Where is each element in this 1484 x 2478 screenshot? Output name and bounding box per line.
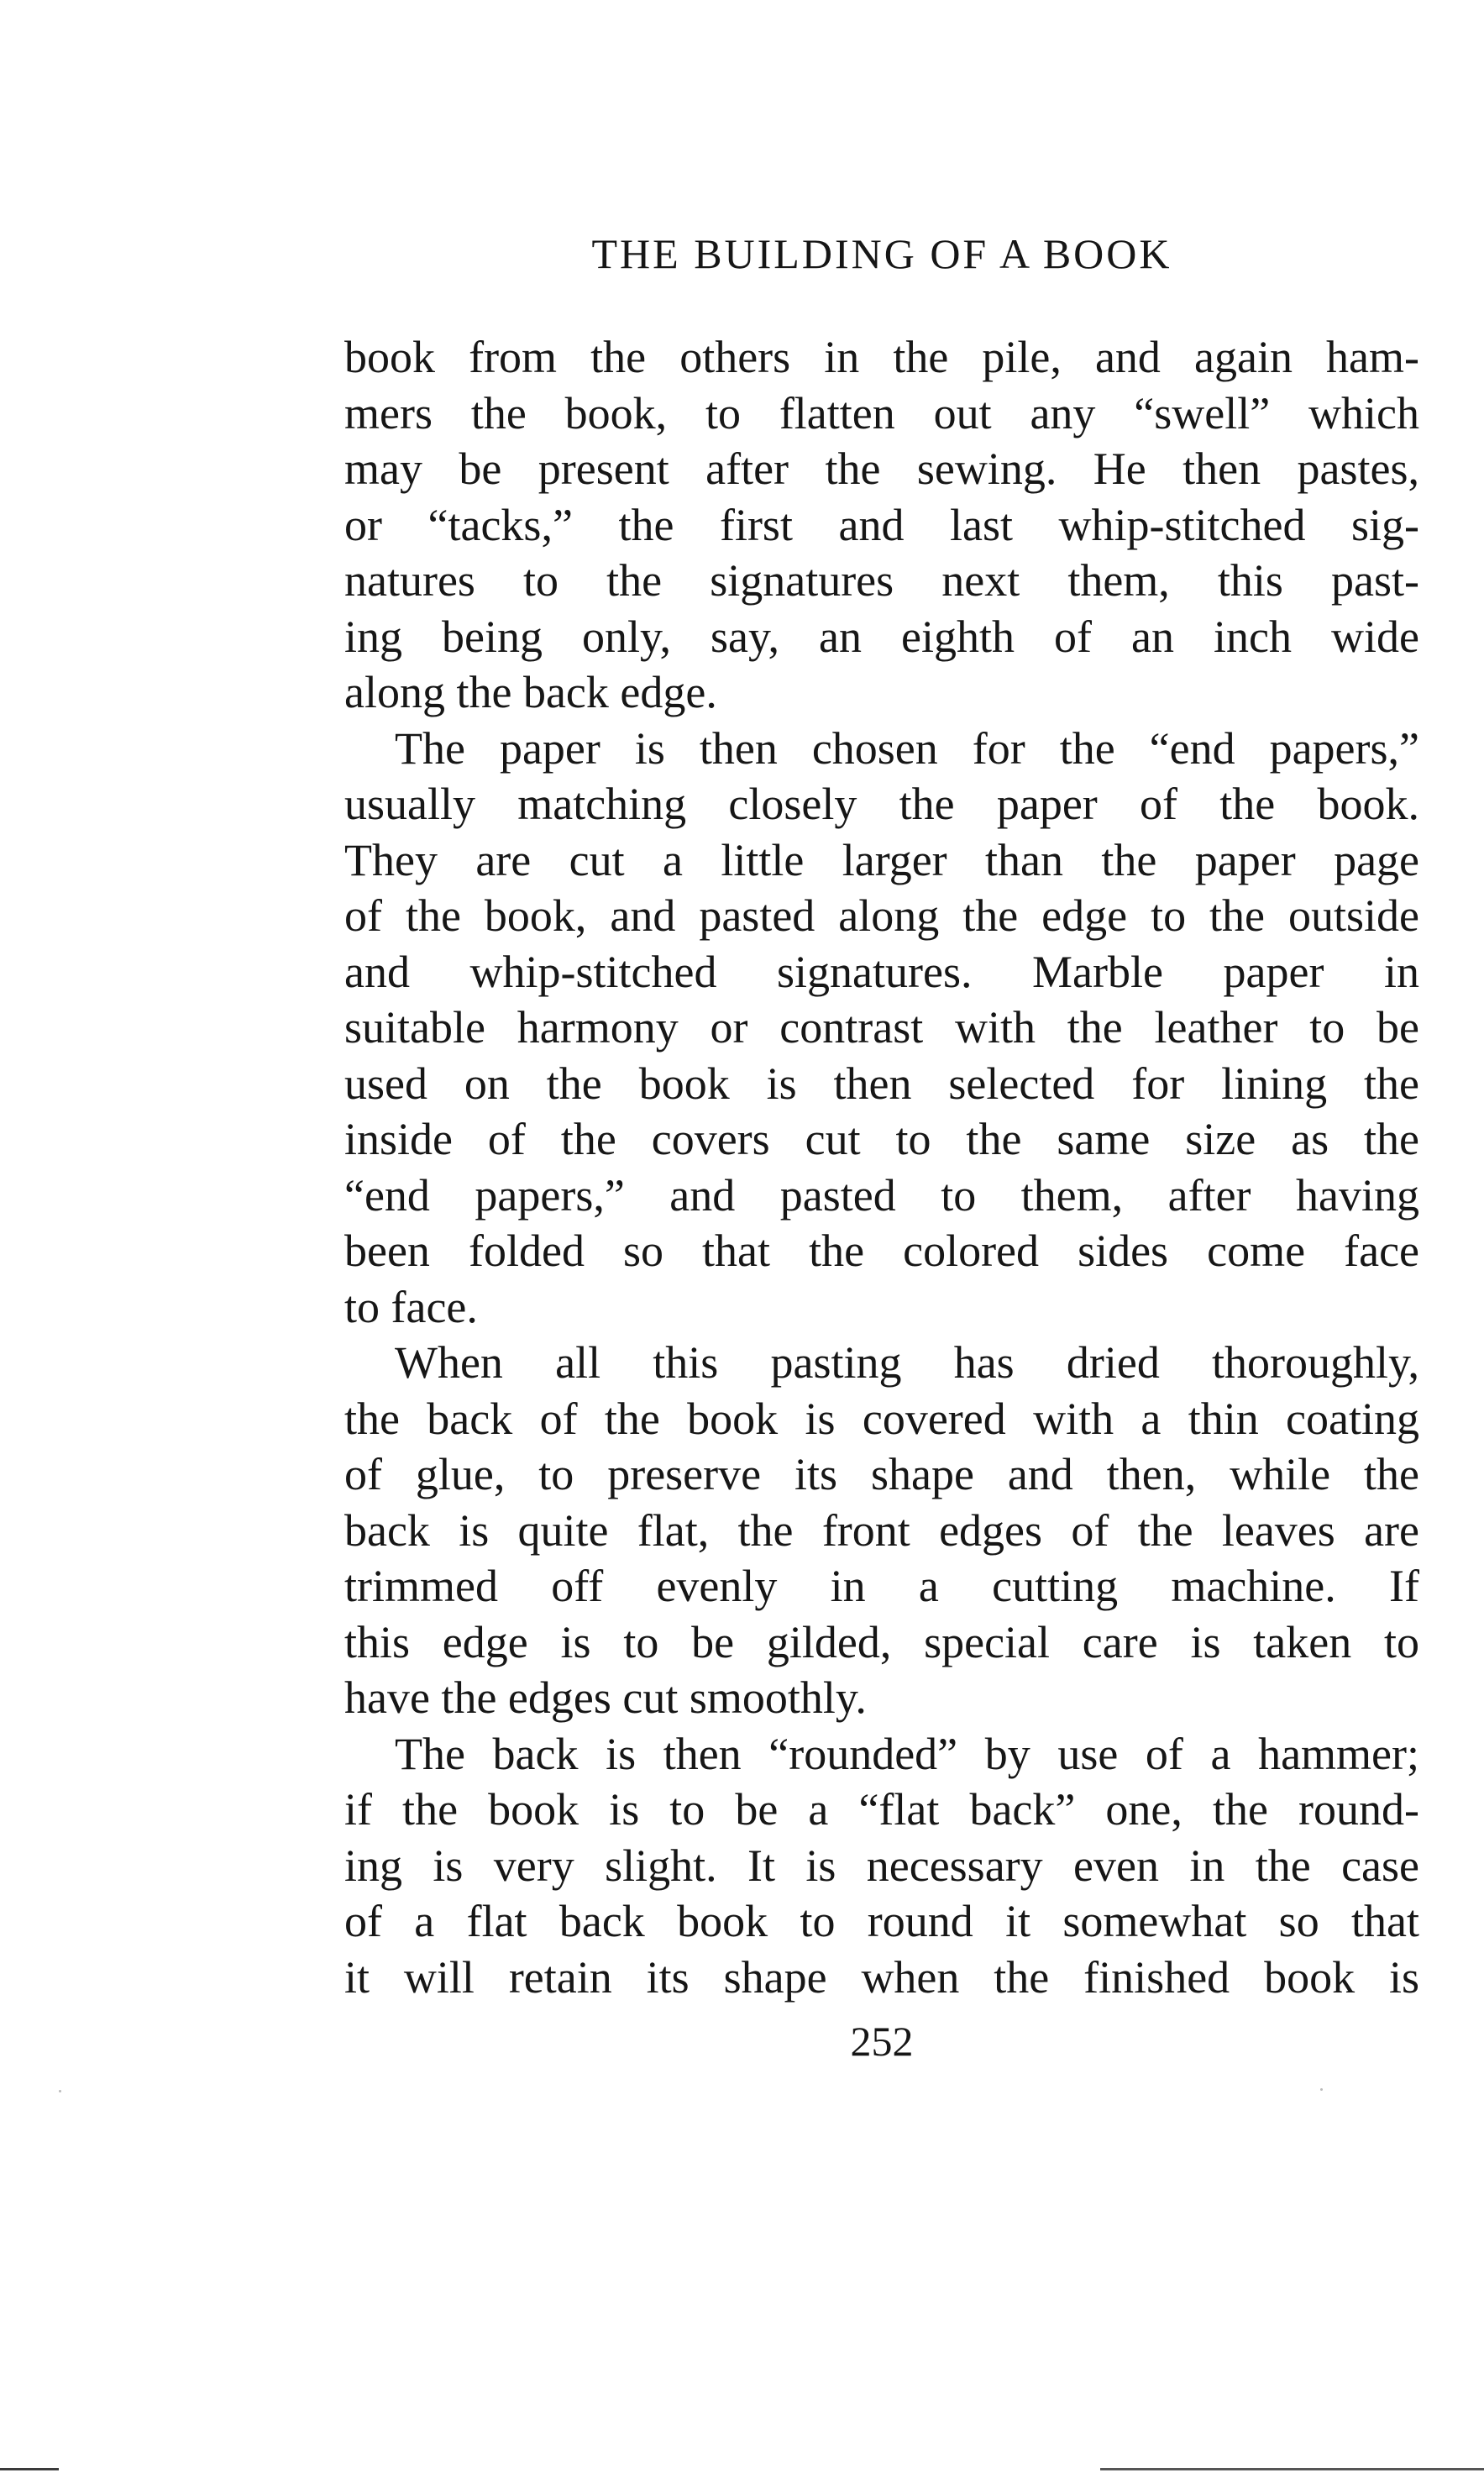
text-line: natures to the signatures next them, this past- — [344, 555, 1419, 606]
text-line: usually matching closely the paper of the book. — [344, 779, 1419, 829]
text-line: of glue, to preserve its shape and then, while the — [344, 1449, 1419, 1499]
text-line: of a flat back book to round it somewhat so that — [344, 1896, 1419, 1946]
paragraph — [344, 1726, 1419, 2006]
text-line: of the book, and pasted along the edge to the outside — [344, 890, 1419, 941]
text-line: used on the book is then selected for lining the — [344, 1058, 1419, 1109]
text-line: ing is very slight. It is necessary even in the case — [344, 1840, 1419, 1891]
body-text — [344, 329, 1419, 2005]
text-line: The paper is then chosen for the “end papers,” — [395, 722, 1419, 774]
text-line: and whip-stitched signatures. Marble paper in — [344, 946, 1419, 997]
scan-edge-mark-right — [1100, 2468, 1484, 2470]
text-line: the back of the book is covered with a thin coating — [344, 1393, 1419, 1444]
text-line: if the book is to be a “flat back” one, the round- — [344, 1784, 1419, 1835]
paragraph — [344, 329, 1419, 721]
scan-edge-mark-left — [0, 2468, 59, 2470]
running-head: THE BUILDING OF A BOOK — [591, 230, 1172, 277]
text-line: have the edges cut smoothly. — [344, 1672, 867, 1723]
text-line: They are cut a little larger than the paper page — [344, 834, 1419, 885]
text-line: this edge is to be gilded, special care is taken to — [344, 1616, 1419, 1667]
text-line: The back is then “rounded” by use of a hammer; — [395, 1728, 1419, 1779]
text-line: “end papers,” and pasted to them, after having — [344, 1169, 1419, 1221]
text-line: ing being only, say, an eighth of an inch wide — [344, 611, 1419, 662]
text-line: it will retain its shape when the finished book is — [344, 1951, 1419, 2003]
text-line: along the back edge. — [344, 667, 717, 717]
paragraph — [344, 1335, 1419, 1726]
paragraph — [344, 721, 1419, 1336]
text-line: When all this pasting has dried thoroughly, — [395, 1337, 1419, 1388]
text-line: or “tacks,” the first and last whip-stitched sig- — [344, 499, 1419, 550]
text-line: may be present after the sewing. He then pastes, — [344, 444, 1419, 494]
page-number: 252 — [850, 2018, 914, 2065]
text-line: been folded so that the colored sides come face — [344, 1226, 1419, 1276]
scan-speck — [1320, 2088, 1323, 2091]
text-line: trimmed off evenly in a cutting machine. If — [344, 1561, 1419, 1611]
text-line: to face. — [344, 1281, 478, 1332]
text-line: book from the others in the pile, and again ham- — [344, 332, 1419, 382]
scan-speck — [59, 2090, 61, 2092]
text-line: inside of the covers cut to the same size as the — [344, 1114, 1419, 1164]
text-line: back is quite flat, the front edges of the leaves are — [344, 1504, 1419, 1556]
text-line: mers the book, to flatten out any “swell” which — [344, 387, 1419, 438]
text-line: suitable harmony or contrast with the leather to be — [344, 1002, 1419, 1053]
